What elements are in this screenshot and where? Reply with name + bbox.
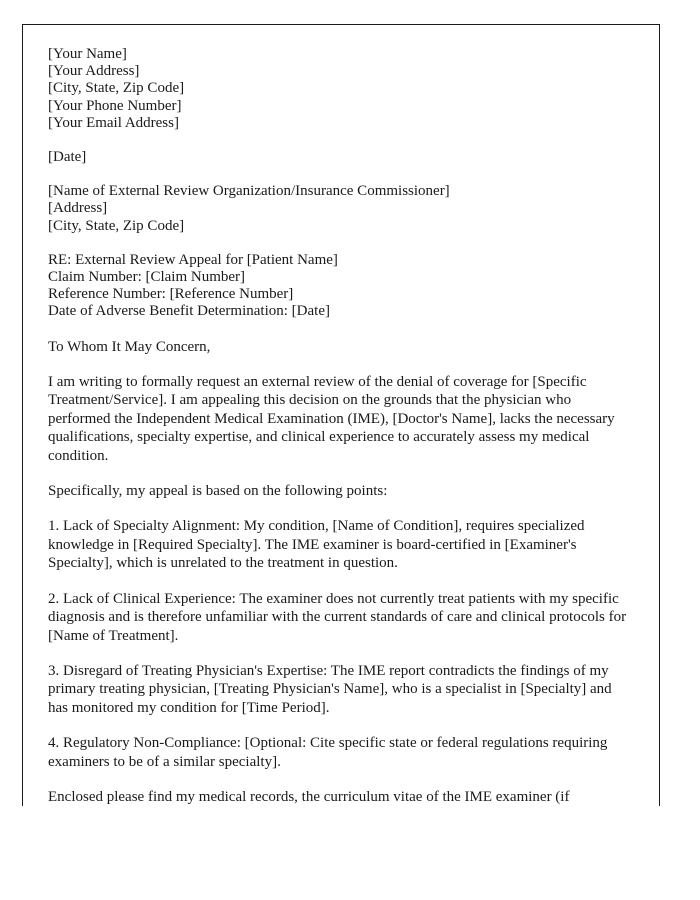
- recipient-city-state-zip: [City, State, Zip Code]: [48, 217, 185, 234]
- paragraph-points-lead: Specifically, my appeal is based on the following points:: [48, 483, 388, 500]
- paragraph-introduction: I am writing to formally request an external review of the denial of coverage for [Specific Treatment/Service]. I am appealing this decision on the grounds that the physician who performed the Independent Medical Examination (IME), [Doctor's Name], lacks the necessary qualifications, specialty expertise, and clinical experience to accurately assess my medical condition.: [48, 374, 615, 464]
- date-block: [48, 149, 628, 166]
- appeal-point-3: 3. Disregard of Treating Physician's Expertise: The IME report contradicts the findings of my primary treating physician, [Treating Physician's Name], who is a specialist in [Specialty] and has monitored my condition for [Time Period].: [48, 662, 612, 716]
- sender-email: [Your Email Address]: [48, 114, 179, 131]
- document-page: [22, 24, 660, 806]
- sender-address-block: [48, 46, 628, 132]
- subject-line: RE: External Review Appeal for [Patient Name]: [48, 251, 338, 268]
- appeal-point-4: 4. Regulatory Non-Compliance: [Optional: Cite specific state or federal regulations requiring examiners to be of a similar specialty].: [48, 735, 608, 770]
- recipient-street: [Address]: [48, 200, 108, 217]
- sender-phone: [Your Phone Number]: [48, 97, 182, 114]
- letter-date: [Date]: [48, 149, 87, 166]
- claim-number-line: Claim Number: [Claim Number]: [48, 269, 246, 286]
- recipient-organization: [Name of External Review Organization/Insurance Commissioner]: [48, 183, 450, 200]
- salutation: To Whom It May Concern,: [48, 338, 211, 355]
- reference-number-line: Reference Number: [Reference Number]: [48, 286, 294, 303]
- appeal-point-1: 1. Lack of Specialty Alignment: My condition, [Name of Condition], requires specialized knowledge in [Required Specialty]. The IME examiner is board-certified in [Examiner's Specialty], which is unrelated to the treatment in question.: [48, 518, 585, 572]
- adverse-determination-date-line: Date of Adverse Benefit Determination: [Date]: [48, 303, 330, 320]
- sender-city-state-zip: [City, State, Zip Code]: [48, 80, 185, 97]
- appeal-point-2: 2. Lack of Clinical Experience: The examiner does not currently treat patients with my specific diagnosis and is therefore unfamiliar with the current standards of care and clinical protocols for [Name of Treatment].: [48, 590, 627, 644]
- letter-body: [48, 46, 628, 806]
- sender-street: [Your Address]: [48, 63, 140, 80]
- recipient-address-block: [48, 183, 628, 235]
- reference-block: [48, 252, 628, 321]
- paragraph-enclosure: Enclosed please find my medical records, the curriculum vitae of the IME examiner (if: [48, 788, 570, 805]
- sender-name: [Your Name]: [48, 46, 127, 62]
